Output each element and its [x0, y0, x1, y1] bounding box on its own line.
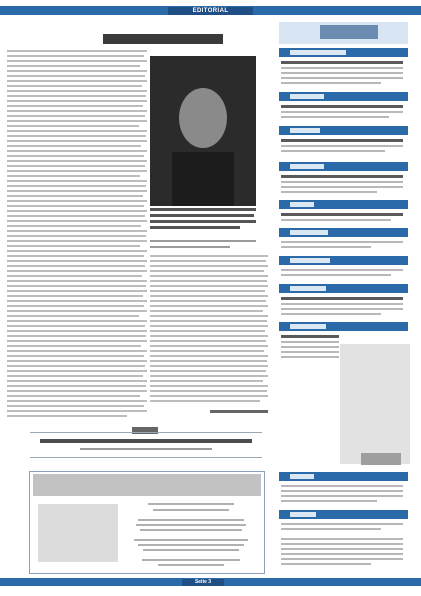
toc-category-label [290, 258, 330, 263]
impressionen-text [128, 503, 254, 569]
toc-category-label [290, 324, 326, 329]
editorial-title-placeholder [103, 34, 223, 44]
toc-category-label [290, 128, 320, 133]
toc-item [281, 335, 339, 338]
toc-item [281, 139, 403, 142]
toc-category-label [290, 474, 314, 479]
toc-category-label [290, 286, 326, 291]
editorial-body-column [7, 50, 147, 422]
vintage-photo-caption-placeholder [361, 453, 401, 465]
quote-box [30, 432, 262, 458]
toc-item [281, 213, 403, 216]
toc-category-label [290, 164, 324, 169]
section-label: EDITORIAL [168, 7, 253, 15]
toc-category-label [290, 202, 314, 207]
editorial-right-column [150, 255, 268, 423]
toc-category-label [290, 94, 324, 99]
page-number-label: Seite 3 [182, 579, 224, 586]
toc-item [281, 297, 403, 300]
toc-item [281, 175, 403, 178]
toc-category-label [290, 50, 346, 55]
toc-item [281, 61, 403, 64]
toc-item [281, 105, 403, 108]
toc-category-label [290, 512, 316, 517]
author-portrait-photo [150, 56, 256, 206]
impressionen-logo-placeholder [38, 504, 118, 562]
toc-title-placeholder [320, 25, 378, 39]
impressionen-title-placeholder [33, 474, 261, 496]
vintage-photo-placeholder [340, 344, 410, 464]
toc-category-label [290, 230, 328, 235]
